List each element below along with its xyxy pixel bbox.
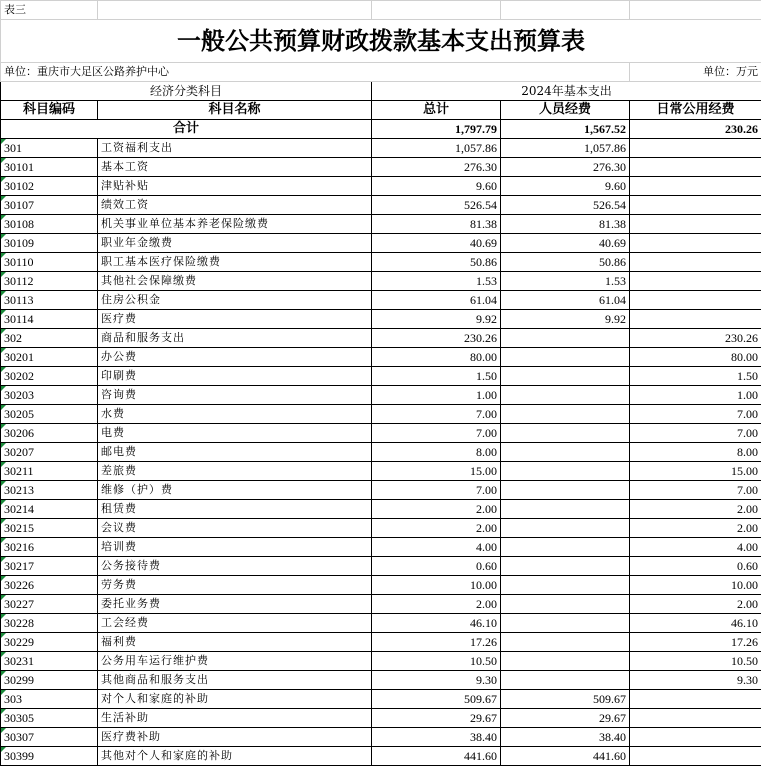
row-total-cell[interactable]: 80.00 bbox=[372, 348, 501, 367]
row-public-cell[interactable] bbox=[630, 709, 761, 728]
row-code-cell[interactable]: 30203 bbox=[1, 386, 98, 405]
row-code-cell[interactable]: 30214 bbox=[1, 500, 98, 519]
header-econ-class[interactable]: 经济分类科目 bbox=[1, 82, 372, 101]
header-total[interactable]: 总计 bbox=[372, 101, 501, 120]
row-public-cell[interactable]: 2.00 bbox=[630, 595, 761, 614]
row-public-cell[interactable]: 8.00 bbox=[630, 443, 761, 462]
row-personnel-cell[interactable]: 1,057.86 bbox=[501, 139, 630, 158]
row-code-cell[interactable]: 30108 bbox=[1, 215, 98, 234]
empty-cell[interactable] bbox=[372, 1, 501, 20]
row-personnel-cell[interactable] bbox=[501, 348, 630, 367]
table-row bbox=[1, 576, 761, 595]
row-name-cell[interactable]: 生活补助 bbox=[98, 709, 372, 728]
row-code-cell[interactable]: 30201 bbox=[1, 348, 98, 367]
table-row bbox=[1, 234, 761, 253]
table-row bbox=[1, 253, 761, 272]
table-row bbox=[1, 614, 761, 633]
row-total-cell[interactable]: 2.00 bbox=[372, 595, 501, 614]
row-code-cell[interactable]: 30109 bbox=[1, 234, 98, 253]
row-personnel-cell[interactable] bbox=[501, 652, 630, 671]
row-total-cell[interactable]: 38.40 bbox=[372, 728, 501, 747]
table-row bbox=[1, 690, 761, 709]
row-name-cell[interactable]: 职工基本医疗保险缴费 bbox=[98, 253, 372, 272]
row-code-cell[interactable]: 30202 bbox=[1, 367, 98, 386]
row-name-cell[interactable]: 办公费 bbox=[98, 348, 372, 367]
row-personnel-cell[interactable]: 276.30 bbox=[501, 158, 630, 177]
row-public-cell[interactable]: 2.00 bbox=[630, 500, 761, 519]
row-name-cell[interactable]: 津贴补贴 bbox=[98, 177, 372, 196]
row-name-cell[interactable]: 咨询费 bbox=[98, 386, 372, 405]
row-name-cell[interactable]: 劳务费 bbox=[98, 576, 372, 595]
row-public-cell[interactable]: 2.00 bbox=[630, 519, 761, 538]
row-public-cell[interactable]: 1.00 bbox=[630, 386, 761, 405]
table-row bbox=[1, 367, 761, 386]
row-personnel-cell[interactable]: 81.38 bbox=[501, 215, 630, 234]
row-name-cell[interactable]: 公务用车运行维护费 bbox=[98, 652, 372, 671]
grand-total-public[interactable]: 230.26 bbox=[630, 120, 761, 139]
row-public-cell[interactable]: 1.50 bbox=[630, 367, 761, 386]
row-public-cell[interactable]: 10.00 bbox=[630, 576, 761, 595]
row-total-cell[interactable]: 61.04 bbox=[372, 291, 501, 310]
table-row bbox=[1, 272, 761, 291]
table-row bbox=[1, 747, 761, 766]
row-total-cell[interactable]: 7.00 bbox=[372, 405, 501, 424]
row-name-cell[interactable]: 医疗费 bbox=[98, 310, 372, 329]
table-row bbox=[1, 291, 761, 310]
row-personnel-cell[interactable] bbox=[501, 386, 630, 405]
table-row bbox=[1, 196, 761, 215]
sheet-label[interactable]: 表三 bbox=[1, 1, 98, 20]
table-row bbox=[1, 462, 761, 481]
row-total-cell[interactable]: 46.10 bbox=[372, 614, 501, 633]
row-personnel-cell[interactable] bbox=[501, 595, 630, 614]
row-total-cell[interactable]: 17.26 bbox=[372, 633, 501, 652]
row-public-cell[interactable] bbox=[630, 690, 761, 709]
row-total-cell[interactable]: 526.54 bbox=[372, 196, 501, 215]
row-code-cell[interactable]: 30226 bbox=[1, 576, 98, 595]
row-name-cell[interactable]: 维修（护）费 bbox=[98, 481, 372, 500]
row-name-cell[interactable]: 对个人和家庭的补助 bbox=[98, 690, 372, 709]
row-total-cell[interactable]: 509.67 bbox=[372, 690, 501, 709]
row-public-cell[interactable] bbox=[630, 291, 761, 310]
row-public-cell[interactable] bbox=[630, 310, 761, 329]
row-code-cell[interactable]: 303 bbox=[1, 690, 98, 709]
row-total-cell[interactable]: 10.00 bbox=[372, 576, 501, 595]
row-personnel-cell[interactable] bbox=[501, 519, 630, 538]
row-personnel-cell[interactable] bbox=[501, 538, 630, 557]
row-code-cell[interactable]: 30217 bbox=[1, 557, 98, 576]
row-total-cell[interactable]: 9.30 bbox=[372, 671, 501, 690]
row-name-cell[interactable]: 其他社会保障缴费 bbox=[98, 272, 372, 291]
row-name-cell[interactable]: 职业年金缴费 bbox=[98, 234, 372, 253]
row-personnel-cell[interactable] bbox=[501, 500, 630, 519]
row-code-cell[interactable]: 30299 bbox=[1, 671, 98, 690]
header-year-basic[interactable]: 2024年基本支出 bbox=[372, 82, 761, 101]
unit-currency[interactable]: 单位：万元 bbox=[630, 63, 761, 82]
row-public-cell[interactable]: 0.60 bbox=[630, 557, 761, 576]
row-code-cell[interactable]: 30216 bbox=[1, 538, 98, 557]
row-name-cell[interactable]: 公务接待费 bbox=[98, 557, 372, 576]
row-personnel-cell[interactable] bbox=[501, 462, 630, 481]
row-code-cell[interactable]: 30231 bbox=[1, 652, 98, 671]
table-row bbox=[1, 557, 761, 576]
unit-org[interactable]: 单位：重庆市大足区公路养护中心 bbox=[1, 63, 630, 82]
row-name-cell[interactable]: 医疗费补助 bbox=[98, 728, 372, 747]
row-public-cell[interactable]: 230.26 bbox=[630, 329, 761, 348]
row-public-cell[interactable] bbox=[630, 196, 761, 215]
table-row bbox=[1, 424, 761, 443]
row-total-cell[interactable]: 9.60 bbox=[372, 177, 501, 196]
row-code-cell[interactable]: 30207 bbox=[1, 443, 98, 462]
row-total-cell[interactable]: 7.00 bbox=[372, 481, 501, 500]
table-row bbox=[1, 633, 761, 652]
row-personnel-cell[interactable] bbox=[501, 405, 630, 424]
row-personnel-cell[interactable] bbox=[501, 576, 630, 595]
table-row bbox=[1, 595, 761, 614]
table-row bbox=[1, 500, 761, 519]
row-public-cell[interactable] bbox=[630, 158, 761, 177]
row-total-cell[interactable]: 9.92 bbox=[372, 310, 501, 329]
row-total-cell[interactable]: 81.38 bbox=[372, 215, 501, 234]
row-total-cell[interactable]: 230.26 bbox=[372, 329, 501, 348]
table-row bbox=[1, 215, 761, 234]
row-public-cell[interactable] bbox=[630, 747, 761, 766]
row-total-cell[interactable]: 2.00 bbox=[372, 500, 501, 519]
table-row bbox=[1, 177, 761, 196]
row-code-cell[interactable]: 30229 bbox=[1, 633, 98, 652]
header-personnel[interactable]: 人员经费 bbox=[501, 101, 630, 120]
page-title[interactable]: 一般公共预算财政拨款基本支出预算表 bbox=[1, 20, 761, 63]
row-public-cell[interactable] bbox=[630, 272, 761, 291]
row-personnel-cell[interactable]: 9.60 bbox=[501, 177, 630, 196]
header-public[interactable]: 日常公用经费 bbox=[630, 101, 761, 120]
table-row bbox=[1, 538, 761, 557]
row-code-cell[interactable]: 30114 bbox=[1, 310, 98, 329]
title-row bbox=[1, 20, 761, 63]
table-row bbox=[1, 709, 761, 728]
row-name-cell[interactable]: 水费 bbox=[98, 405, 372, 424]
row-name-cell[interactable]: 其他商品和服务支出 bbox=[98, 671, 372, 690]
row-code-cell[interactable]: 30113 bbox=[1, 291, 98, 310]
row-code-cell[interactable]: 30110 bbox=[1, 253, 98, 272]
row-total-cell[interactable]: 276.30 bbox=[372, 158, 501, 177]
row-personnel-cell[interactable]: 441.60 bbox=[501, 747, 630, 766]
row-code-cell[interactable]: 301 bbox=[1, 139, 98, 158]
row-total-cell[interactable]: 15.00 bbox=[372, 462, 501, 481]
row-code-cell[interactable]: 30101 bbox=[1, 158, 98, 177]
row-code-cell[interactable]: 30211 bbox=[1, 462, 98, 481]
row-personnel-cell[interactable]: 38.40 bbox=[501, 728, 630, 747]
row-code-cell[interactable]: 30102 bbox=[1, 177, 98, 196]
row-name-cell[interactable]: 差旅费 bbox=[98, 462, 372, 481]
row-public-cell[interactable]: 4.00 bbox=[630, 538, 761, 557]
row-total-cell[interactable]: 29.67 bbox=[372, 709, 501, 728]
row-code-cell[interactable]: 30205 bbox=[1, 405, 98, 424]
row-name-cell[interactable]: 商品和服务支出 bbox=[98, 329, 372, 348]
header-code[interactable]: 科目编码 bbox=[1, 101, 98, 120]
row-public-cell[interactable]: 46.10 bbox=[630, 614, 761, 633]
row-name-cell[interactable]: 会议费 bbox=[98, 519, 372, 538]
row-public-cell[interactable] bbox=[630, 728, 761, 747]
row-personnel-cell[interactable]: 509.67 bbox=[501, 690, 630, 709]
table-row bbox=[1, 671, 761, 690]
empty-cell[interactable] bbox=[501, 1, 630, 20]
row-total-cell[interactable]: 8.00 bbox=[372, 443, 501, 462]
table-row bbox=[1, 519, 761, 538]
row-code-cell[interactable]: 302 bbox=[1, 329, 98, 348]
row-personnel-cell[interactable] bbox=[501, 614, 630, 633]
row-personnel-cell[interactable]: 526.54 bbox=[501, 196, 630, 215]
grand-total-total[interactable]: 1,797.79 bbox=[372, 120, 501, 139]
grand-total-personnel[interactable]: 1,567.52 bbox=[501, 120, 630, 139]
row-public-cell[interactable]: 7.00 bbox=[630, 405, 761, 424]
row-total-cell[interactable]: 4.00 bbox=[372, 538, 501, 557]
row-public-cell[interactable] bbox=[630, 234, 761, 253]
row-name-cell[interactable]: 其他对个人和家庭的补助 bbox=[98, 747, 372, 766]
row-total-cell[interactable]: 1,057.86 bbox=[372, 139, 501, 158]
row-name-cell[interactable]: 工资福利支出 bbox=[98, 139, 372, 158]
table-row bbox=[1, 329, 761, 348]
row-public-cell[interactable]: 80.00 bbox=[630, 348, 761, 367]
grand-total-row bbox=[1, 120, 761, 139]
row-total-cell[interactable]: 2.00 bbox=[372, 519, 501, 538]
table-row bbox=[1, 481, 761, 500]
row-total-cell[interactable]: 40.69 bbox=[372, 234, 501, 253]
row-code-cell[interactable]: 30107 bbox=[1, 196, 98, 215]
grand-total-label[interactable]: 合计 bbox=[1, 120, 372, 139]
row-total-cell[interactable]: 10.50 bbox=[372, 652, 501, 671]
row-code-cell[interactable]: 30228 bbox=[1, 614, 98, 633]
table-row bbox=[1, 728, 761, 747]
empty-cell[interactable] bbox=[630, 1, 761, 20]
row-total-cell[interactable]: 7.00 bbox=[372, 424, 501, 443]
row-personnel-cell[interactable]: 50.86 bbox=[501, 253, 630, 272]
row-code-cell[interactable]: 30305 bbox=[1, 709, 98, 728]
row-total-cell[interactable]: 50.86 bbox=[372, 253, 501, 272]
unit-row bbox=[1, 63, 761, 82]
table-row bbox=[1, 348, 761, 367]
row-code-cell[interactable]: 30215 bbox=[1, 519, 98, 538]
row-personnel-cell[interactable] bbox=[501, 481, 630, 500]
row-public-cell[interactable] bbox=[630, 177, 761, 196]
row-name-cell[interactable]: 绩效工资 bbox=[98, 196, 372, 215]
row-personnel-cell[interactable] bbox=[501, 557, 630, 576]
row-personnel-cell[interactable] bbox=[501, 671, 630, 690]
row-name-cell[interactable]: 机关事业单位基本养老保险缴费 bbox=[98, 215, 372, 234]
row-personnel-cell[interactable] bbox=[501, 329, 630, 348]
row-name-cell[interactable]: 委托业务费 bbox=[98, 595, 372, 614]
row-personnel-cell[interactable]: 61.04 bbox=[501, 291, 630, 310]
row-name-cell[interactable]: 福利费 bbox=[98, 633, 372, 652]
table-row bbox=[1, 139, 761, 158]
row-personnel-cell[interactable] bbox=[501, 443, 630, 462]
row-personnel-cell[interactable]: 1.53 bbox=[501, 272, 630, 291]
row-personnel-cell[interactable]: 9.92 bbox=[501, 310, 630, 329]
row-code-cell[interactable]: 30213 bbox=[1, 481, 98, 500]
row-public-cell[interactable] bbox=[630, 215, 761, 234]
row-name-cell[interactable]: 邮电费 bbox=[98, 443, 372, 462]
empty-cell[interactable] bbox=[98, 1, 372, 20]
row-code-cell[interactable]: 30112 bbox=[1, 272, 98, 291]
top-row bbox=[1, 1, 761, 20]
row-public-cell[interactable]: 17.26 bbox=[630, 633, 761, 652]
row-total-cell[interactable]: 0.60 bbox=[372, 557, 501, 576]
row-code-cell[interactable]: 30227 bbox=[1, 595, 98, 614]
row-public-cell[interactable]: 7.00 bbox=[630, 481, 761, 500]
row-name-cell[interactable]: 基本工资 bbox=[98, 158, 372, 177]
row-name-cell[interactable]: 印刷费 bbox=[98, 367, 372, 386]
row-total-cell[interactable]: 1.50 bbox=[372, 367, 501, 386]
table-row bbox=[1, 386, 761, 405]
table-row bbox=[1, 405, 761, 424]
row-public-cell[interactable]: 10.50 bbox=[630, 652, 761, 671]
row-name-cell[interactable]: 电费 bbox=[98, 424, 372, 443]
row-total-cell[interactable]: 441.60 bbox=[372, 747, 501, 766]
row-total-cell[interactable]: 1.00 bbox=[372, 386, 501, 405]
row-public-cell[interactable]: 15.00 bbox=[630, 462, 761, 481]
table-row bbox=[1, 310, 761, 329]
header-name[interactable]: 科目名称 bbox=[98, 101, 372, 120]
row-personnel-cell[interactable] bbox=[501, 424, 630, 443]
header-row-2 bbox=[1, 101, 761, 120]
row-name-cell[interactable]: 培训费 bbox=[98, 538, 372, 557]
row-name-cell[interactable]: 工会经费 bbox=[98, 614, 372, 633]
row-public-cell[interactable]: 9.30 bbox=[630, 671, 761, 690]
row-code-cell[interactable]: 30307 bbox=[1, 728, 98, 747]
row-personnel-cell[interactable] bbox=[501, 633, 630, 652]
table-row bbox=[1, 652, 761, 671]
table-row bbox=[1, 443, 761, 462]
row-total-cell[interactable]: 1.53 bbox=[372, 272, 501, 291]
row-personnel-cell[interactable]: 40.69 bbox=[501, 234, 630, 253]
row-public-cell[interactable] bbox=[630, 253, 761, 272]
row-public-cell[interactable]: 7.00 bbox=[630, 424, 761, 443]
row-public-cell[interactable] bbox=[630, 139, 761, 158]
row-name-cell[interactable]: 住房公积金 bbox=[98, 291, 372, 310]
table-row bbox=[1, 158, 761, 177]
row-personnel-cell[interactable]: 29.67 bbox=[501, 709, 630, 728]
row-code-cell[interactable]: 30399 bbox=[1, 747, 98, 766]
header-row-1 bbox=[1, 82, 761, 101]
row-name-cell[interactable]: 租赁费 bbox=[98, 500, 372, 519]
row-personnel-cell[interactable] bbox=[501, 367, 630, 386]
row-code-cell[interactable]: 30206 bbox=[1, 424, 98, 443]
